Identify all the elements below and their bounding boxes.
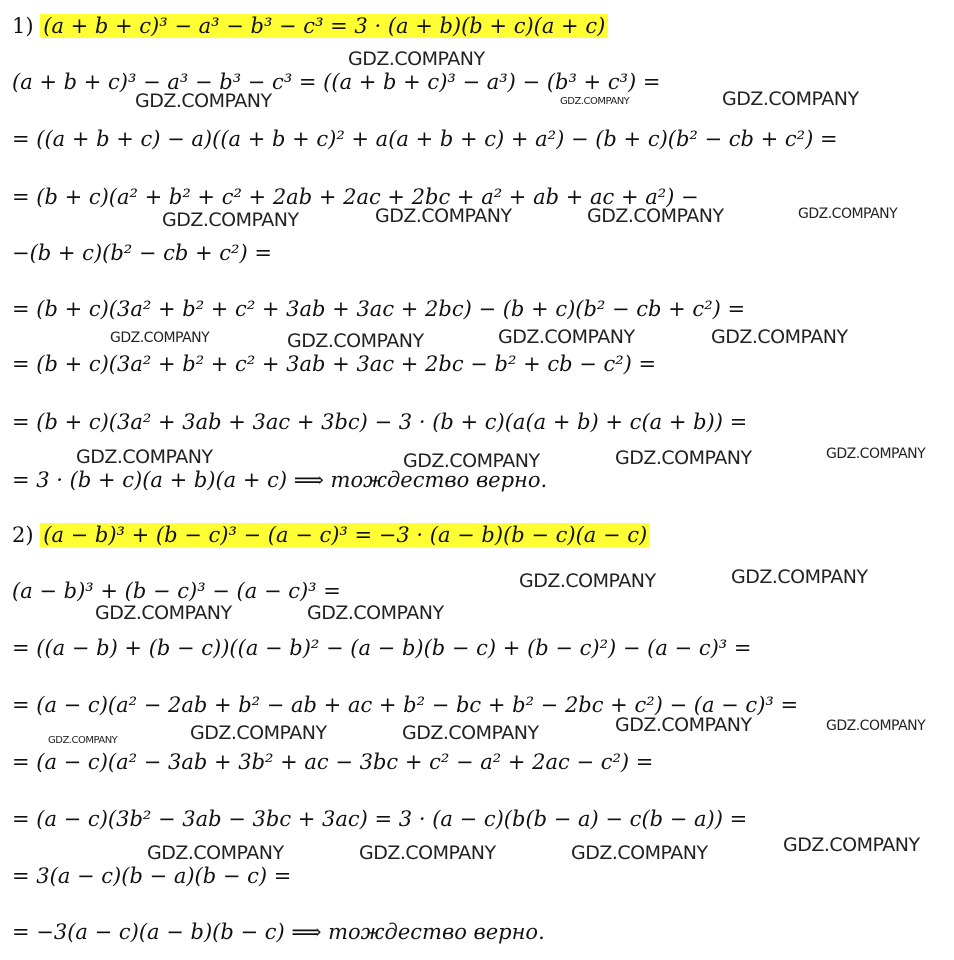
problem-1-line-3: = (b + c)(a² + b² + c² + 2ab + 2ac + 2bc + a² + ab + ac + a²) −	[12, 185, 699, 209]
problem-2-line-7: = −3(a − c)(a − b)(b − c) ⟹ тождество верно.	[12, 920, 545, 944]
watermark: GDZ.COMPANY	[402, 722, 539, 744]
problem-1-line-2: = ((a + b + c) − a)((a + b + c)² + a(a + b + c) + a²) − (b + c)(b² − cb + c²) =	[12, 127, 838, 151]
watermark: GDZ.COMPANY	[76, 446, 213, 468]
watermark: GDZ.COMPANY	[498, 326, 635, 348]
watermark: GDZ.COMPANY	[711, 326, 848, 348]
watermark: GDZ.COMPANY	[826, 718, 926, 734]
watermark: GDZ.COMPANY	[162, 209, 299, 231]
watermark: GDZ.COMPANY	[147, 842, 284, 864]
problem-1-line-4: −(b + c)(b² − cb + c²) =	[12, 241, 272, 265]
problem-1-header	[12, 12, 608, 40]
watermark: GDZ.COMPANY	[95, 602, 232, 624]
watermark: GDZ.COMPANY	[375, 205, 512, 227]
problem-2-line-1: (a − b)³ + (b − c)³ − (a − c)³ =	[12, 579, 341, 603]
watermark: GDZ.COMPANY	[587, 205, 724, 227]
watermark: GDZ.COMPANY	[826, 446, 926, 462]
watermark: GDZ.COMPANY	[731, 566, 868, 588]
problem-1-statement: (a + b + c)³ − a³ − b³ − c³ = 3 · (a + b)(b + c)(a + c)	[40, 14, 608, 38]
watermark: GDZ.COMPANY	[287, 330, 424, 352]
problem-2-line-5: = (a − c)(3b² − 3ab − 3bc + 3ac) = 3 · (a − c)(b(b − a) − c(b − a)) =	[12, 807, 748, 831]
watermark: GDZ.COMPANY	[110, 330, 210, 346]
problem-1-line-7: = (b + c)(3a² + 3ab + 3ac + 3bc) − 3 · (b + c)(a(a + b) + c(a + b)) =	[12, 410, 748, 434]
problem-1-line-1: (a + b + c)³ − a³ − b³ − c³ = ((a + b + c)³ − a³) − (b³ + c³) =	[12, 70, 661, 94]
watermark: GDZ.COMPANY	[519, 570, 656, 592]
problem-2-line-3: = (a − c)(a² − 2ab + b² − ab + ac + b² − bc + b² − 2bc + c²) − (a − c)³ =	[12, 693, 799, 717]
watermark: GDZ.COMPANY	[798, 206, 898, 222]
watermark: GDZ.COMPANY	[190, 722, 327, 744]
watermark: GDZ.COMPANY	[560, 96, 630, 107]
problem-1-line-6: = (b + c)(3a² + b² + c² + 3ab + 3ac + 2bc − b² + cb − c²) =	[12, 352, 657, 376]
watermark: GDZ.COMPANY	[348, 48, 485, 70]
problem-2-line-6: = 3(a − c)(b − a)(b − c) =	[12, 864, 292, 888]
problem-1-line-8: = 3 · (b + c)(a + b)(a + c) ⟹ тождество верно.	[12, 468, 548, 492]
problem-2-header	[12, 521, 650, 549]
watermark: GDZ.COMPANY	[615, 447, 752, 469]
watermark: GDZ.COMPANY	[359, 842, 496, 864]
problem-2-statement: (a − b)³ + (b − c)³ − (a − c)³ = −3 · (a − b)(b − c)(a − c)	[40, 523, 650, 547]
problem-2-line-4: = (a − c)(a² − 3ab + 3b² + ac − 3bc + c² − a² + 2ac − c²) =	[12, 750, 654, 774]
watermark: GDZ.COMPANY	[722, 88, 859, 110]
watermark: GDZ.COMPANY	[48, 735, 118, 746]
problem-1-number: 1)	[12, 14, 34, 38]
problem-2-number: 2)	[12, 523, 34, 547]
watermark: GDZ.COMPANY	[783, 834, 920, 856]
watermark: GDZ.COMPANY	[135, 90, 272, 112]
watermark: GDZ.COMPANY	[615, 714, 752, 736]
problem-2-line-2: = ((a − b) + (b − c))((a − b)² − (a − b)(b − c) + (b − c)²) − (a − c)³ =	[12, 636, 752, 660]
watermark: GDZ.COMPANY	[403, 450, 540, 472]
watermark: GDZ.COMPANY	[571, 842, 708, 864]
watermark: GDZ.COMPANY	[307, 602, 444, 624]
problem-1-line-5: = (b + c)(3a² + b² + c² + 3ab + 3ac + 2bc) − (b + c)(b² − cb + c²) =	[12, 297, 746, 321]
